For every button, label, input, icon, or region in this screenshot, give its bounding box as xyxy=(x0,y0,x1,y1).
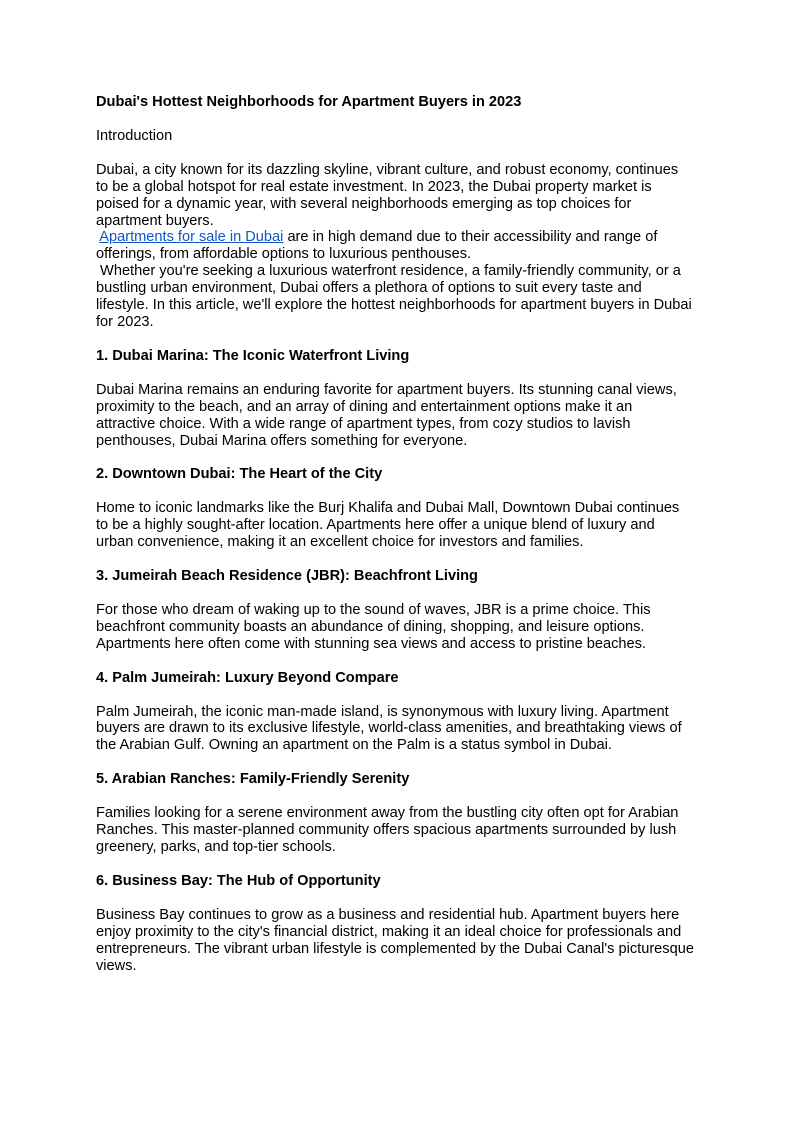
intro-p1-line-4: apartment buyers. xyxy=(96,212,214,229)
section-line: Business Bay continues to grow as a business and residential hub. Apartment buyers here xyxy=(96,906,680,923)
intro-p2-line-2: offerings, from affordable options to luxurious penthouses. xyxy=(96,246,472,263)
section-body-downtown-dubai xyxy=(96,500,702,551)
intro-p3-line-3: lifestyle. In this article, we'll explore the hottest neighborhoods for apartment buyers in Dubai xyxy=(96,297,692,314)
intro-paragraph-1 xyxy=(96,162,702,230)
section-line: greenery, parks, and top-tier schools. xyxy=(96,839,336,855)
intro-p3-line-1: Whether you're seeking a luxurious waterfront residence, a family-friendly community, or a xyxy=(96,263,681,280)
document-title: Dubai's Hottest Neighborhoods for Apartment Buyers in 2023 xyxy=(96,94,522,110)
intro-heading: Introduction xyxy=(96,127,173,144)
section-body-arabian-ranches xyxy=(96,805,702,856)
section-body-dubai-marina xyxy=(96,382,702,450)
section-heading-dubai-marina: 1. Dubai Marina: The Iconic Waterfront Living xyxy=(96,347,410,364)
section-line: Palm Jumeirah, the iconic man-made island, is synonymous with luxury living. Apartment xyxy=(96,703,669,720)
section-line: Home to iconic landmarks like the Burj Khalifa and Dubai Mall, Downtown Dubai continues xyxy=(96,500,680,517)
section-line: Families looking for a serene environment away from the bustling city often opt for Arabian xyxy=(96,805,679,822)
apartments-for-sale-link[interactable]: Apartments for sale in Dubai xyxy=(99,229,284,246)
section-line: Dubai Marina remains an enduring favorite for apartment buyers. Its stunning canal views, xyxy=(96,381,677,398)
section-heading-jbr: 3. Jumeirah Beach Residence (JBR): Beachfront Living xyxy=(96,568,478,585)
section-heading-arabian-ranches: 5. Arabian Ranches: Family-Friendly Serenity xyxy=(96,771,410,788)
section-line: urban convenience, making it an excellent choice for investors and families. xyxy=(96,534,584,551)
intro-p1-line-2: to be a global hotspot for real estate investment. In 2023, the Dubai property market is xyxy=(96,178,652,195)
section-line: For those who dream of waking up to the sound of waves, JBR is a prime choice. This xyxy=(96,601,651,618)
section-line: the Arabian Gulf. Owning an apartment on the Palm is a status symbol in Dubai. xyxy=(96,737,612,754)
intro-p3-line-4: for 2023. xyxy=(96,313,154,330)
section-line: beachfront community boasts an abundance of dining, shopping, and leisure options. xyxy=(96,618,645,635)
section-line: buyers are drawn to its exclusive lifestyle, world-class amenities, and breathtaking views of xyxy=(96,720,682,737)
section-line: Apartments here often come with stunning sea views and access to pristine beaches. xyxy=(96,635,646,652)
section-heading-business-bay: 6. Business Bay: The Hub of Opportunity xyxy=(96,872,381,889)
intro-p3-line-2: bustling urban environment, Dubai offers a plethora of options to suit every taste and xyxy=(96,280,642,297)
section-line: views. xyxy=(96,957,137,974)
section-heading-palm-jumeirah: 4. Palm Jumeirah: Luxury Beyond Compare xyxy=(96,669,399,686)
section-body-palm-jumeirah xyxy=(96,704,702,755)
section-line: entrepreneurs. The vibrant urban lifestyle is complemented by the Dubai Canal's picturesque xyxy=(96,940,694,957)
section-line: to be a highly sought-after location. Apartments here offer a unique blend of luxury and xyxy=(96,517,655,534)
intro-paragraph-3 xyxy=(96,263,702,331)
intro-link-rest: are in high demand due to their accessibility and range of xyxy=(283,229,658,246)
section-line: penthouses, Dubai Marina offers something for everyone. xyxy=(96,432,468,449)
section-line: proximity to the beach, and an array of dining and entertainment options make it an xyxy=(96,398,633,415)
intro-p1-line-3: poised for a dynamic year, with several neighborhoods emerging as top choices for xyxy=(96,195,632,212)
section-body-business-bay xyxy=(96,907,702,975)
section-line: attractive choice. With a wide range of apartment types, from cozy studios to lavish xyxy=(96,415,631,432)
section-body-jbr xyxy=(96,602,702,653)
section-heading-downtown-dubai: 2. Downtown Dubai: The Heart of the City xyxy=(96,466,383,483)
document-page xyxy=(96,94,702,991)
intro-p1-line-1: Dubai, a city known for its dazzling skyline, vibrant culture, and robust economy, continues xyxy=(96,161,679,178)
intro-paragraph-2 xyxy=(96,229,702,263)
section-line: Ranches. This master-planned community offers spacious apartments surrounded by lush xyxy=(96,822,677,839)
intro-p2-line-1 xyxy=(96,229,702,246)
section-line: enjoy proximity to the city's financial district, making it an ideal choice for professionals and xyxy=(96,923,682,940)
